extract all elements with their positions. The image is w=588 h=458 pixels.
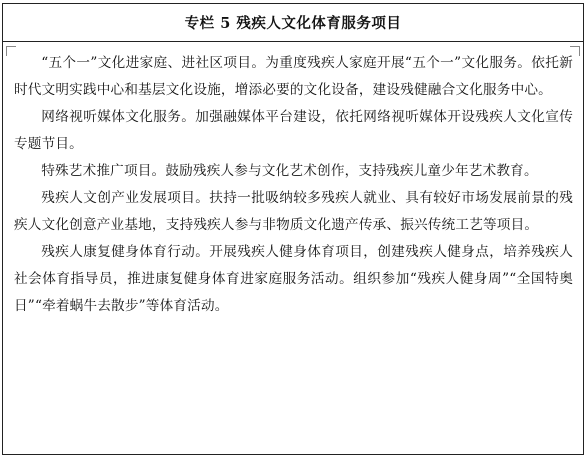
paragraph-creative-industry: 残疾人文创产业发展项目。扶持一批吸纳较多残疾人就业、具有较好市场发展前景的残疾人文化创意产业基地，支持残疾人参与非物质文化遗产传承、振兴传统工艺等项目。	[14, 190, 573, 233]
corner-mark-top-left	[6, 46, 16, 56]
paragraph-culture-into-homes: “五个一”文化进家庭、进社区项目。为重度残疾人家庭开展“五个一”文化服务。依托新时代文明实践中心和基层文化设施，增添必要的文化设备，建设残健融合文化服务中心。	[14, 55, 573, 98]
column-box	[2, 3, 584, 455]
paragraph-rehab-fitness: 残疾人康复健身体育行动。开展残疾人健身体育项目，创建残疾人健身点，培养残疾人社会体育指导员，推进康复健身体育进家庭服务活动。组织参加“残疾人健身周”“全国特奥日”“牵着蜗牛去散步”等体育活动。	[14, 244, 573, 314]
paragraph-online-media-service: 网络视听媒体文化服务。加强融媒体平台建设，依托网络视听媒体开设残疾人文化宣传专题节目。	[14, 109, 573, 152]
column-header	[3, 4, 583, 42]
column-title: 专栏 5 残疾人文化体育服务项目	[184, 15, 402, 32]
corner-mark-top-right	[570, 46, 580, 56]
column-body	[3, 42, 583, 320]
paragraph-special-arts: 特殊艺术推广项目。鼓励残疾人参与文化艺术创作，支持残疾儿童少年艺术教育。	[41, 163, 538, 179]
